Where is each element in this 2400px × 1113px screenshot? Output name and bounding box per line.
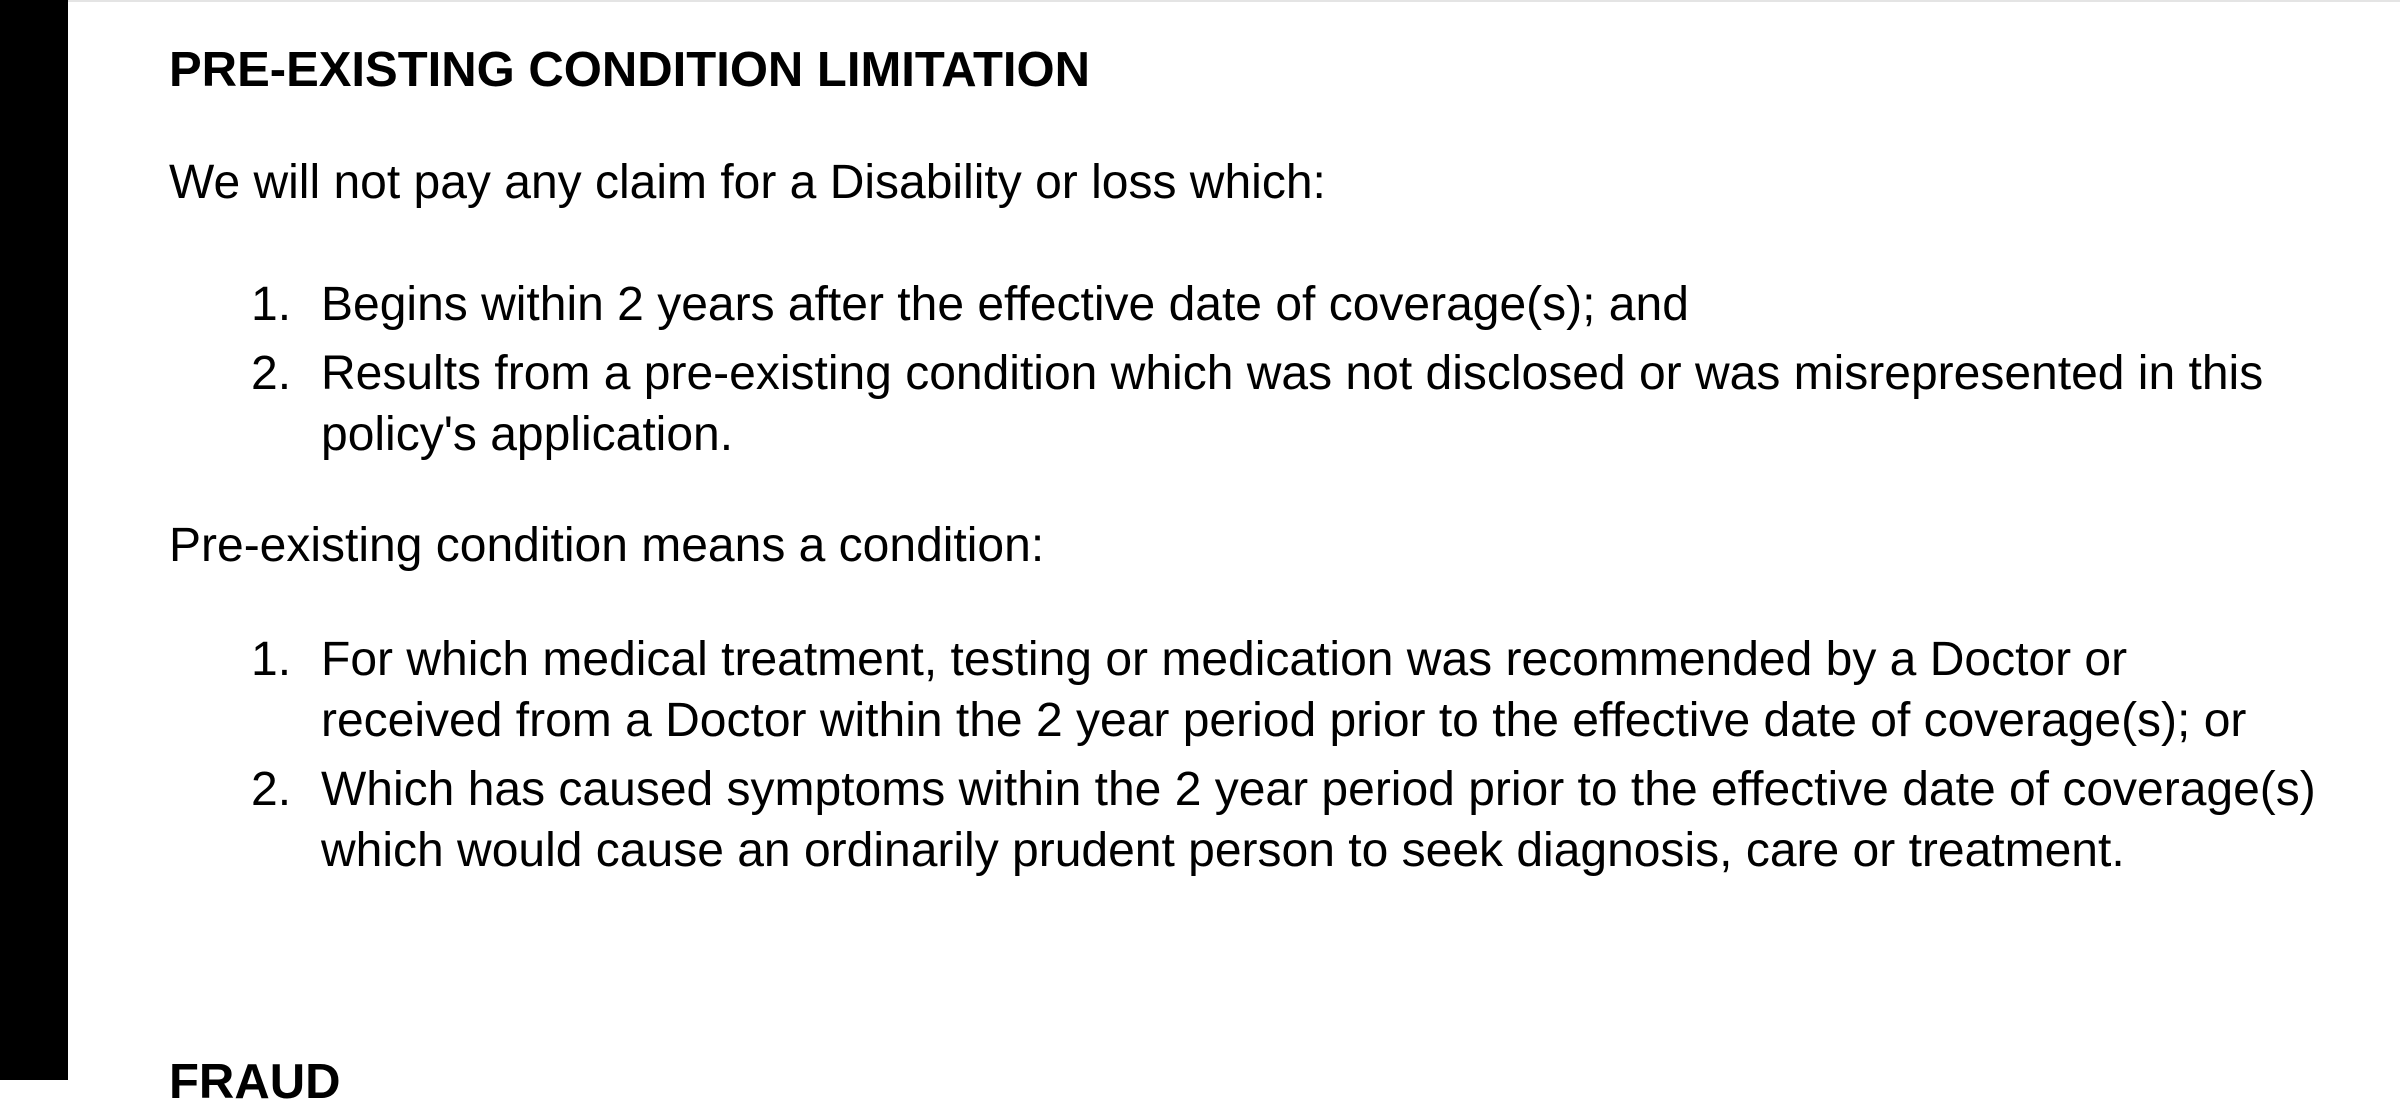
- definition-intro: Pre-existing condition means a condition:: [169, 519, 1045, 572]
- list-item-number: 1.: [251, 278, 292, 331]
- claim-exclusion-list: [169, 274, 2349, 473]
- section-title-fraud: FRAUD: [169, 1055, 341, 1109]
- left-edge-bar: [0, 0, 68, 1080]
- list-item-text: For which medical treatment, testing or medication was recommended by a Doctor or received from a Doctor within the 2 year period prior to the effective date of coverage(s); or: [321, 633, 2247, 747]
- list-item-text: Begins within 2 years after the effective date of coverage(s); and: [321, 278, 1689, 331]
- list-item: [169, 343, 2349, 465]
- list-item-text: Results from a pre-existing condition which was not disclosed or was misrepresented in this policy's application.: [321, 347, 2264, 461]
- section-intro-claim-exclusion: We will not pay any claim for a Disability or loss which:: [169, 156, 1326, 209]
- list-item: [169, 759, 2349, 881]
- section-title-pre-existing-condition-limitation: PRE-EXISTING CONDITION LIMITATION: [169, 43, 1090, 97]
- list-item: [169, 629, 2349, 751]
- list-item-text: Which has caused symptoms within the 2 year period prior to the effective date of coverage(s) which would cause an ordinarily prudent person to seek diagnosis, care or treatment.: [321, 763, 2316, 877]
- list-item: [169, 274, 2349, 335]
- pre-existing-condition-definition-list: [169, 629, 2349, 889]
- list-item-number: 2.: [251, 347, 292, 400]
- list-item-number: 2.: [251, 763, 292, 816]
- list-item-number: 1.: [251, 633, 292, 686]
- top-divider: [68, 0, 2400, 2]
